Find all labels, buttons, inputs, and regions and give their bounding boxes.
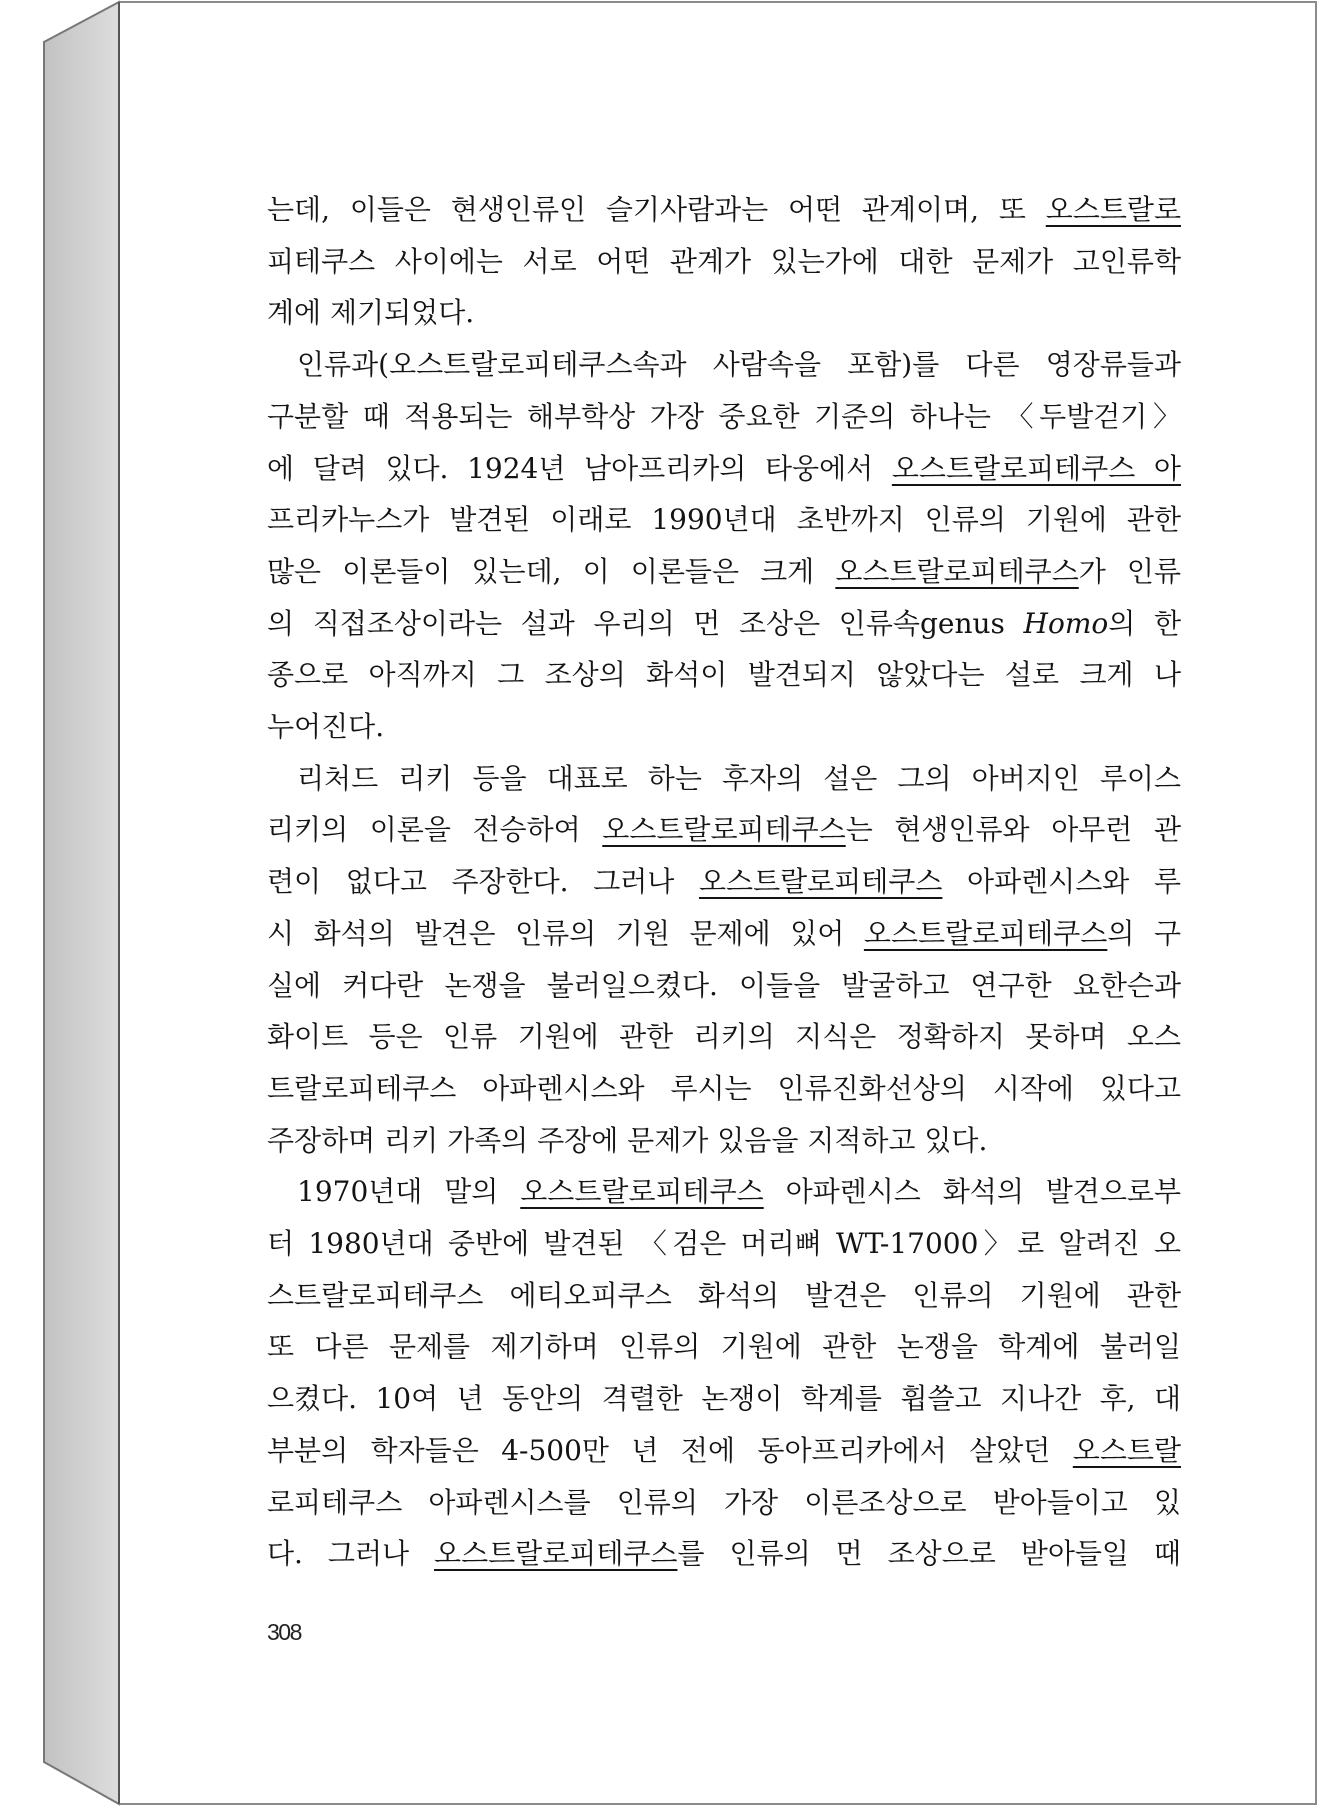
text-line: 피테쿠스 사이에는 서로 어떤 관계가 있는가에 대한 문제가 고인류학: [267, 244, 1181, 278]
text-segment: 의 한: [1108, 606, 1181, 640]
text-segment: 많은 이론들이 있는데, 이 이론들은 크게: [267, 554, 836, 588]
text-line: 으켰다. 10여 년 동안의 격렬한 논쟁이 학계를 휩쓸고 지나간 후, 대: [267, 1382, 1181, 1416]
underlined-term: 오스트랄로피테쿠스: [835, 554, 1079, 588]
underlined-term: 오스트랄: [1072, 1433, 1181, 1467]
text-segment: 아파렌시스 화석의 발견으로부: [763, 1175, 1181, 1209]
text-line: 종으로 아직까지 그 조상의 화석이 발견되지 않았다는 설로 크게 나: [267, 658, 1181, 692]
paragraph: [267, 339, 1181, 753]
page-body-text: [267, 184, 1181, 1580]
text-line: 실에 커다란 논쟁을 불러일으켰다. 이들을 발굴하고 연구한 요한슨과: [267, 968, 1181, 1002]
text-segment: 는 현생인류와 아무런 관: [845, 813, 1181, 847]
underlined-term: 오스트랄로: [1045, 193, 1181, 226]
text-segment: 를 인류의 먼 조상으로 받아들일 때: [677, 1537, 1181, 1571]
text-line: 주장하며 리키 가족의 주장에 문제가 있음을 지적하고 있다.: [267, 1123, 988, 1157]
underlined-term: 오스트랄로피테쿠스: [520, 1175, 764, 1209]
text-segment: 는데, 이들은 현생인류인 슬기사람과는 어떤 관계이며, 또: [267, 193, 1046, 226]
text-line: [267, 443, 1181, 495]
text-line: 또 다른 문제를 제기하며 인류의 기원에 관한 논쟁을 학계에 불러일: [267, 1330, 1181, 1364]
text-line: 계에 제기되었다.: [267, 296, 475, 330]
text-line: [267, 1166, 1181, 1218]
underlined-term: 오스트랄로피테쿠스: [434, 1537, 678, 1571]
text-line: [267, 908, 1181, 960]
text-line: 리처드 리키 등을 대표로 하는 후자의 설은 그의 아버지인 루이스: [297, 761, 1181, 795]
italic-term: Homo: [1023, 606, 1109, 640]
text-segment: 아파렌시스와 루: [942, 865, 1181, 899]
text-line: 로피테쿠스 아파렌시스를 인류의 가장 이른조상으로 받아들이고 있: [267, 1485, 1181, 1519]
text-line: [267, 598, 1181, 650]
text-segment: 리키의 이론을 전승하여: [267, 813, 603, 847]
text-line: 스트랄로피테쿠스 에티오피쿠스 화석의 발견은 인류의 기원에 관한: [267, 1278, 1181, 1312]
text-segment: 시 화석의 발견은 인류의 기원 문제에 있어: [267, 916, 864, 950]
text-segment: 부분의 학자들은 4-500만 년 전에 동아프리카에서 살았던: [267, 1433, 1073, 1467]
text-line: [267, 1528, 1181, 1580]
text-line: [267, 546, 1181, 598]
text-line: 터 1980년대 중반에 발견된 〈검은 머리뼈 WT-17000〉로 알려진 오: [267, 1227, 1181, 1261]
text-line: 누어진다.: [267, 710, 385, 744]
text-segment: 련이 없다고 주장한다. 그러나: [267, 865, 699, 899]
text-line: 구분할 때 적용되는 해부학상 가장 중요한 기준의 하나는 〈두발걷기〉: [267, 399, 1181, 433]
text-line: [267, 1425, 1181, 1477]
text-line: [267, 184, 1181, 236]
underlined-term: 오스트랄로피테쿠스: [698, 865, 943, 899]
text-segment: 에 달려 있다. 1924년 남아프리카의 타웅에서: [267, 451, 892, 485]
underlined-term: 오스트랄로피테쿠스: [602, 813, 846, 847]
text-segment: 가 인류: [1078, 554, 1182, 588]
text-segment: 의 직접조상이라는 설과 우리의 먼 조상은 인류속genus: [267, 606, 1024, 640]
underlined-term: 오스트랄로피테쿠스 아: [891, 451, 1181, 485]
paragraph: [267, 184, 1181, 339]
text-segment: 의 구: [1107, 916, 1182, 950]
text-segment: 1970년대 말의: [297, 1175, 521, 1209]
page-number: 308: [267, 1619, 301, 1645]
underlined-term: 오스트랄로피테쿠스: [863, 916, 1108, 950]
text-line: 화이트 등은 인류 기원에 관한 리키의 지식은 정확하지 못하며 오스: [267, 1020, 1181, 1054]
text-line: 트랄로피테쿠스 아파렌시스와 루시는 인류진화선상의 시작에 있다고: [267, 1071, 1181, 1105]
text-segment: 다. 그러나: [267, 1537, 435, 1571]
text-line: 인류과(오스트랄로피테쿠스속과 사람속을 포함)를 다른 영장류들과: [297, 348, 1181, 382]
book-spine: [44, 2, 119, 1804]
paragraph: [267, 1166, 1181, 1580]
text-line: 프리카누스가 발견된 이래로 1990년대 초반까지 인류의 기원에 관한: [267, 503, 1181, 537]
paragraph: [267, 753, 1181, 1167]
text-line: [267, 804, 1181, 856]
text-line: [267, 856, 1181, 908]
